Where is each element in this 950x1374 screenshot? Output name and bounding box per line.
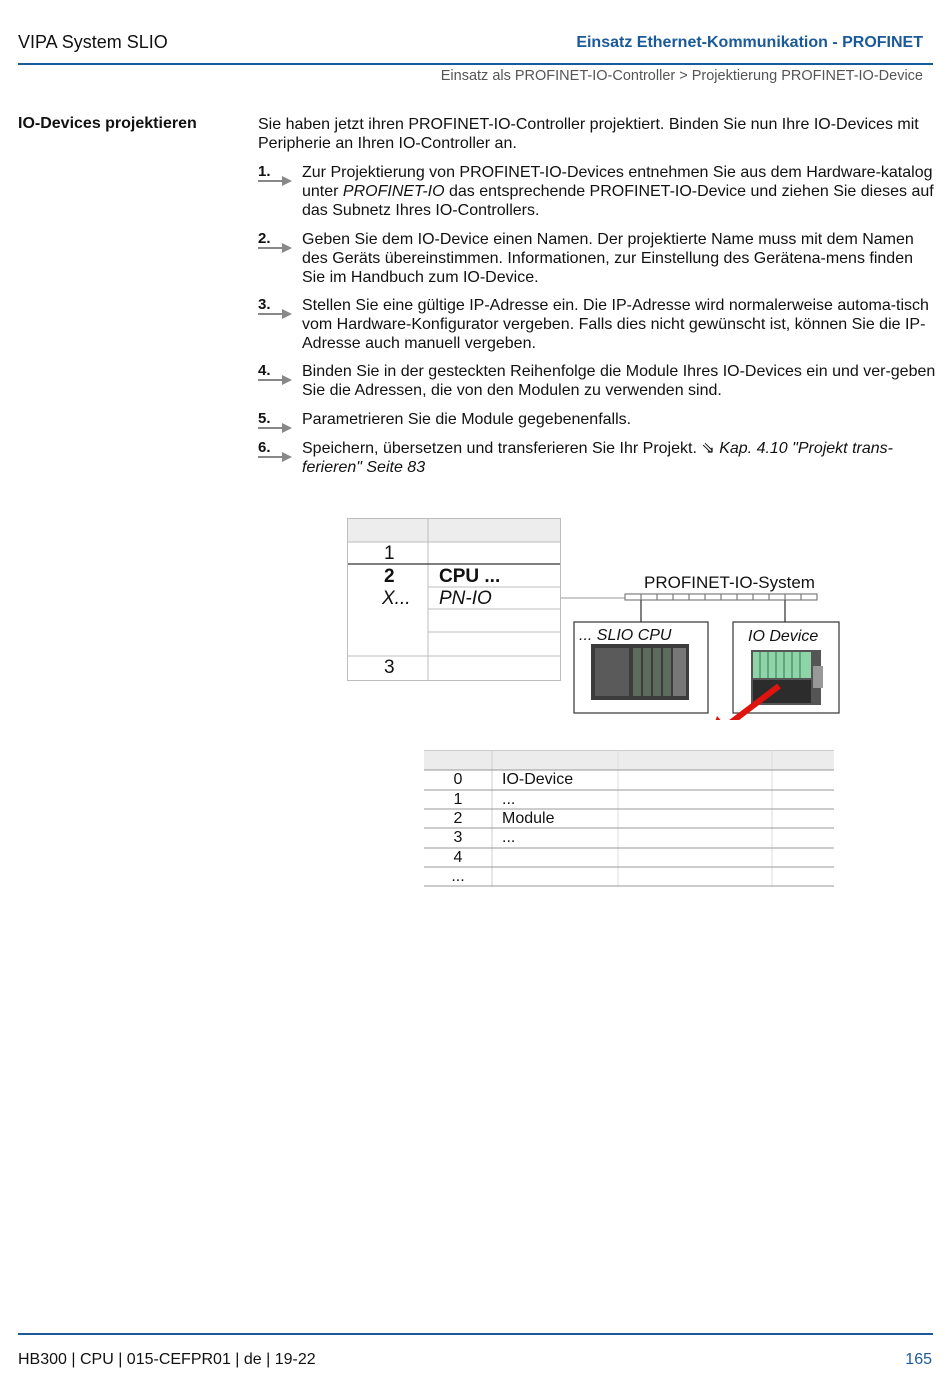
step-number: 5.	[258, 410, 271, 427]
cross-reference-link[interactable]: Kap. 4.10 "Projekt trans-ferieren" Seite 83	[302, 440, 893, 476]
step-number: 6.	[258, 439, 271, 456]
slot-cell: 1	[384, 543, 395, 564]
step-6	[258, 439, 936, 479]
step-number: 2.	[258, 230, 271, 247]
section-title: IO-Devices projektieren	[18, 115, 197, 132]
step-text: Speichern, übersetzen und transferieren Sie Ihr Projekt. ⇘ Kap. 4.10 "Projekt trans-ferieren" Seite 83	[302, 440, 893, 476]
module-cell[interactable]: CPU ...	[439, 566, 501, 587]
chapter-title: Einsatz Ethernet-Kommunikation - PROFINET	[576, 34, 923, 51]
network-label: PROFINET-IO-System	[644, 573, 815, 592]
device-box-label: IO Device	[748, 628, 819, 645]
step-arrow-icon	[258, 375, 294, 385]
cross-reference-icon: ⇘	[701, 440, 715, 457]
step-text: Stellen Sie eine gültige IP-Adresse ein. Die IP-Adresse wird normalerweise automa-tisch vom Hardware-Konfigurator vergeben. Falls dies nicht gewünscht ist, können Sie die IP-Adresse auch manuell vergeben.	[302, 297, 929, 352]
table-row[interactable]: 2 Module	[453, 810, 555, 827]
step-arrow-icon	[258, 309, 294, 319]
io-device-table	[424, 750, 834, 887]
slot-cell: 2	[384, 566, 395, 587]
table-row[interactable]: 1 ...	[453, 791, 516, 808]
step-5	[258, 410, 936, 432]
module-cell[interactable]: PN-IO	[439, 588, 492, 609]
slot-cell: 3	[384, 657, 395, 678]
step-arrow-icon	[258, 452, 294, 462]
product-name: VIPA System SLIO	[18, 32, 168, 52]
cpu-box-label: ... SLIO CPU	[579, 627, 672, 644]
step-number: 4.	[258, 362, 271, 379]
step-2	[258, 230, 936, 288]
document-id: HB300 | CPU | 015-CEFPR01 | de | 19-22	[18, 1351, 316, 1368]
step-text: Binden Sie in der gesteckten Reihenfolge die Module Ihres IO-Devices ein und ver-geben Sie die Adressen, die von den Modulen zu verwenden sind.	[302, 363, 936, 399]
step-text: Parametrieren Sie die Module gegebenenfalls.	[302, 411, 632, 428]
table-row[interactable]: 3 ...	[453, 829, 516, 846]
step-number: 1.	[258, 163, 271, 180]
header-rule	[18, 63, 933, 65]
slot-cell: X...	[382, 588, 411, 609]
slio-cpu-image	[591, 644, 689, 700]
drag-arrow-head-icon	[709, 716, 733, 720]
cpu-slot-table	[347, 518, 561, 681]
step-arrow-icon	[258, 176, 294, 186]
table-row[interactable]: 4	[453, 849, 463, 866]
table-row[interactable]: 0 IO-Device	[453, 771, 574, 788]
step-arrow-icon	[258, 423, 294, 433]
step-3	[258, 296, 936, 354]
step-text: Geben Sie dem IO-Device einen Namen. Der projektierte Name muss mit dem Namen des Geräts übereinstimmen. Informationen, zur Einstellung des Gerätena-mens finden Sie im Handbuch zum IO-Device.	[302, 231, 914, 286]
step-text: Zur Projektierung von PROFINET-IO-Devices entnehmen Sie aus dem Hardware-katalog unter PROFINET-IO das entsprechende PROFINET-IO-Device und ziehen Sie dieses auf das Subnetz Ihres IO-Controllers.	[302, 164, 934, 219]
intro-paragraph: Sie haben jetzt ihren PROFINET-IO-Controller projektiert. Binden Sie nun Ihre IO-Devices mit Peripherie an Ihren IO-Controller an.	[258, 116, 919, 152]
breadcrumb: Einsatz als PROFINET-IO-Controller > Projektierung PROFINET-IO-Device	[440, 68, 923, 84]
page-number: 165	[905, 1351, 932, 1368]
step-number: 3.	[258, 296, 271, 313]
step-4	[258, 362, 936, 402]
table-row[interactable]: ...	[451, 868, 465, 885]
step-1	[258, 163, 936, 221]
footer-rule	[18, 1333, 933, 1335]
step-arrow-icon	[258, 243, 294, 253]
